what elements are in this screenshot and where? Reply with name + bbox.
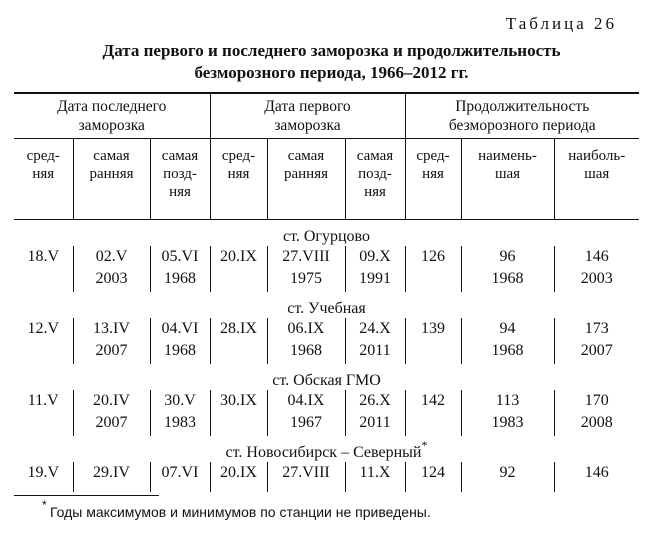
- table-number: Таблица 26: [505, 14, 617, 33]
- table-row: [14, 390, 639, 436]
- table-cell: [461, 246, 554, 292]
- subheader-row: [14, 139, 639, 220]
- cell-year: 2011: [359, 414, 391, 431]
- table-cell: [14, 390, 73, 436]
- subheader-cell: самая ранняя: [73, 139, 150, 220]
- footnote-text: Годы максимумов и минимумов по станции не приведены.: [50, 504, 431, 520]
- table-cell: [461, 390, 554, 436]
- subheader-cell: самая позд- няя: [150, 139, 210, 220]
- cell-value: 19.V: [27, 464, 60, 481]
- table-cell: [461, 462, 554, 492]
- cell-year: 1968: [164, 342, 196, 359]
- subheader-cell: сред- няя: [405, 139, 461, 220]
- station-row: [14, 220, 639, 247]
- table-cell: [267, 246, 345, 292]
- table-cell: [73, 318, 150, 364]
- table-cell: [73, 462, 150, 492]
- table-cell: [405, 318, 461, 364]
- cell-year: 1968: [491, 270, 524, 287]
- cell-value: 11.X: [359, 464, 391, 481]
- group-header-row: [14, 93, 639, 139]
- frost-table: [14, 92, 639, 492]
- table-cell: [345, 246, 405, 292]
- station-name: ст. Обская ГМО: [272, 372, 381, 389]
- group-header-frost-free-period: Продолжительность безморозного периода: [405, 93, 639, 139]
- cell-value: 124: [421, 464, 445, 481]
- table-cell: [210, 318, 267, 364]
- station-row: [14, 292, 639, 318]
- cell-value: 26.X: [359, 392, 391, 409]
- footnote-rule: [14, 495, 159, 496]
- footnote-mark: *: [42, 498, 47, 512]
- table-cell: [14, 462, 73, 492]
- subheader-cell: наимень- шая: [461, 139, 554, 220]
- table-title: [0, 40, 663, 84]
- cell-value: 92: [499, 464, 516, 481]
- cell-year: 1991: [359, 270, 391, 287]
- title-line-2: безморозного периода, 1966–2012 гг.: [194, 63, 469, 82]
- cell-year: 2008: [580, 414, 613, 431]
- table-cell: [210, 390, 267, 436]
- table-cell: [73, 246, 150, 292]
- footnote: [42, 498, 431, 520]
- cell-year: 1983: [164, 414, 196, 431]
- table-cell: [405, 462, 461, 492]
- table-cell: [150, 318, 210, 364]
- cell-value: 146: [584, 248, 609, 265]
- cell-value: 96: [499, 248, 516, 265]
- cell-value: 126: [421, 248, 445, 265]
- subheader-cell: сред- няя: [14, 139, 73, 220]
- cell-year: 2003: [95, 270, 128, 287]
- cell-value: 13.IV: [93, 320, 130, 337]
- table-cell: [267, 390, 345, 436]
- table-cell: [405, 390, 461, 436]
- station-name: ст. Новосибирск – Северный*: [225, 438, 428, 461]
- cell-value: 05.VI: [161, 248, 199, 265]
- table-row: [14, 318, 639, 364]
- cell-value: 146: [584, 464, 609, 481]
- cell-value: 18.V: [27, 248, 60, 265]
- cell-value: 29.IV: [93, 464, 130, 481]
- table-cell: [210, 462, 267, 492]
- cell-year: 1983: [491, 414, 524, 431]
- subheader-cell: самая позд- няя: [345, 139, 405, 220]
- cell-year: 1975: [290, 270, 322, 287]
- cell-value: 30.IX: [220, 392, 257, 409]
- station-row: [14, 436, 639, 462]
- station-name: ст. Учебная: [287, 300, 366, 317]
- cell-value: 04.VI: [161, 320, 199, 337]
- table-cell: [150, 462, 210, 492]
- cell-year: 1967: [290, 414, 322, 431]
- cell-year: 1968: [164, 270, 196, 287]
- cell-value: 94: [499, 320, 516, 337]
- cell-value: 07.VI: [161, 464, 199, 481]
- subheader-cell: сред- няя: [210, 139, 267, 220]
- cell-value: 30.V: [164, 392, 196, 409]
- table-cell: [73, 390, 150, 436]
- table-cell: [345, 462, 405, 492]
- table-row: [14, 246, 639, 292]
- subheader-cell: самая ранняя: [267, 139, 345, 220]
- cell-value: 113: [495, 392, 520, 409]
- cell-value: 28.IX: [220, 320, 257, 337]
- station-row: [14, 364, 639, 390]
- cell-value: 04.IX: [287, 392, 325, 409]
- cell-value: 11.V: [27, 392, 59, 409]
- table-cell: [14, 246, 73, 292]
- station-name: ст. Огурцово: [282, 228, 370, 245]
- station-footnote-mark: *: [421, 438, 428, 452]
- cell-year: 2007: [95, 414, 128, 431]
- table-cell: [554, 462, 639, 492]
- table-cell: [345, 390, 405, 436]
- cell-value: 27.VIII: [282, 248, 330, 265]
- table-cell: [267, 462, 345, 492]
- table-cell: [267, 318, 345, 364]
- cell-year: 2011: [359, 342, 391, 359]
- table-cell: [14, 318, 73, 364]
- cell-value: 142: [421, 392, 445, 409]
- cell-value: 20.IX: [220, 464, 257, 481]
- cell-value: 20.IV: [93, 392, 130, 409]
- cell-value: 173: [584, 320, 609, 337]
- table-cell: [150, 390, 210, 436]
- cell-value: 27.VIII: [282, 464, 330, 481]
- table-row: [14, 462, 639, 492]
- table-cell: [345, 318, 405, 364]
- cell-value: 06.IX: [287, 320, 325, 337]
- table-cell: [405, 246, 461, 292]
- subheader-cell: наиболь- шая: [554, 139, 639, 220]
- cell-year: 2003: [580, 270, 613, 287]
- table-cell: [554, 390, 639, 436]
- table-cell: [461, 318, 554, 364]
- cell-value: 24.X: [359, 320, 391, 337]
- cell-value: 20.IX: [220, 248, 257, 265]
- cell-year: 2007: [580, 342, 613, 359]
- cell-year: 1968: [290, 342, 322, 359]
- table-cell: [554, 246, 639, 292]
- group-header-first-frost: Дата первого заморозка: [210, 93, 405, 139]
- cell-value: 12.V: [27, 320, 60, 337]
- cell-value: 02.V: [95, 248, 128, 265]
- cell-value: 139: [421, 320, 445, 337]
- group-header-last-frost: Дата последнего заморозка: [14, 93, 210, 139]
- cell-year: 2007: [95, 342, 128, 359]
- table-body: [14, 220, 639, 493]
- table-cell: [150, 246, 210, 292]
- table-cell: [210, 246, 267, 292]
- table-cell: [554, 318, 639, 364]
- cell-year: 1968: [491, 342, 524, 359]
- cell-value: 09.X: [359, 248, 391, 265]
- title-line-1: Дата первого и последнего заморозка и продолжительность: [102, 41, 561, 60]
- cell-value: 170: [584, 392, 609, 409]
